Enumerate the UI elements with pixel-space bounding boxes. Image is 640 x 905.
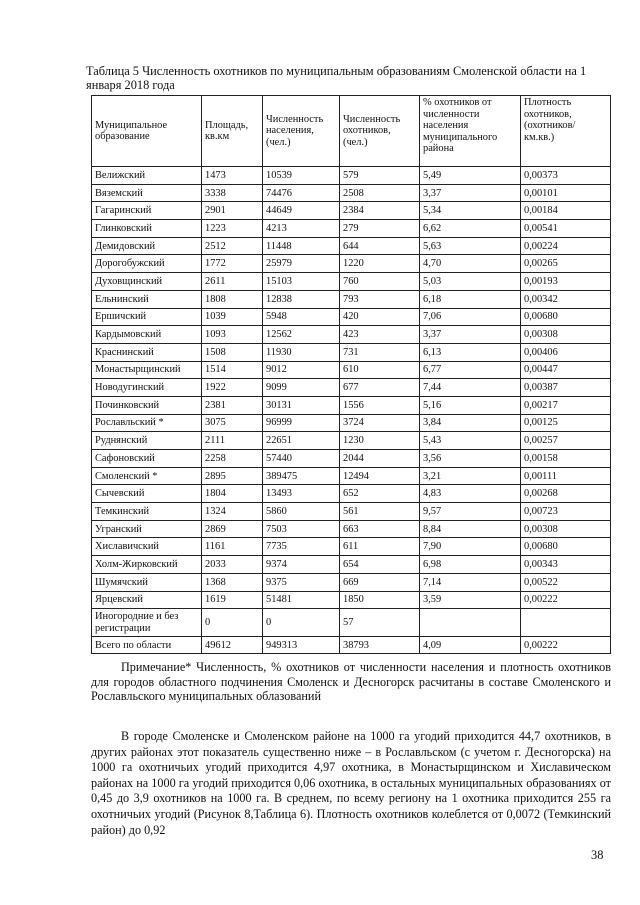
cell-area: 2258 [202, 450, 263, 468]
cell-population: 4213 [263, 220, 340, 238]
cell-population: 0 [263, 609, 340, 637]
table-row [92, 361, 611, 379]
cell-municipality: Духовщинский [92, 273, 202, 291]
table-row [92, 220, 611, 238]
cell-population: 30131 [263, 396, 340, 414]
cell-population: 11930 [263, 343, 340, 361]
page-number: 38 [591, 848, 604, 862]
cell-hunters: 579 [340, 167, 420, 185]
table-row [92, 255, 611, 273]
table-row [92, 432, 611, 450]
cell-population: 389475 [263, 467, 340, 485]
cell-population: 51481 [263, 591, 340, 609]
cell-density: 0,00680 [521, 308, 611, 326]
cell-population: 12562 [263, 326, 340, 344]
cell-hunters: 731 [340, 343, 420, 361]
cell-municipality: Новодугинский [92, 379, 202, 397]
cell-hunters: 279 [340, 220, 420, 238]
table-row [92, 167, 611, 185]
cell-hunters: 2044 [340, 450, 420, 468]
body-paragraph [91, 729, 611, 838]
cell-density: 0,00257 [521, 432, 611, 450]
header-percent: % охотников от численности населения муниципального района [420, 96, 521, 167]
cell-percent: 6,13 [420, 343, 521, 361]
table-row [92, 379, 611, 397]
cell-population: 13493 [263, 485, 340, 503]
cell-area: 1808 [202, 290, 263, 308]
cell-population: 15103 [263, 273, 340, 291]
table-caption: Таблица 5 Численность охотников по муниципальным образованиям Смоленской области на 1 января 2018 года [86, 64, 587, 92]
table-row [92, 414, 611, 432]
cell-hunters: 654 [340, 556, 420, 574]
cell-population: 7503 [263, 520, 340, 538]
cell-population: 57440 [263, 450, 340, 468]
cell-municipality: Кардымовский [92, 326, 202, 344]
cell-percent: 5,63 [420, 237, 521, 255]
cell-hunters: 420 [340, 308, 420, 326]
cell-percent: 8,84 [420, 520, 521, 538]
cell-population: 44649 [263, 202, 340, 220]
cell-area: 1039 [202, 308, 263, 326]
cell-percent: 5,34 [420, 202, 521, 220]
cell-area: 2111 [202, 432, 263, 450]
table-header-row [92, 96, 611, 167]
cell-municipality: Рославльский * [92, 414, 202, 432]
table-note-text: Примечание* Численность, % охотников от численности населения и плотность охотников для городов областного подчинения Смоленск и Десногорск расчитаны в составе Смоленского и Рославльского муниципальных облазований [91, 660, 611, 704]
cell-hunters: 610 [340, 361, 420, 379]
cell-area: 3075 [202, 414, 263, 432]
table-row-other [92, 609, 611, 637]
cell-density: 0,00193 [521, 273, 611, 291]
cell-density: 0,00184 [521, 202, 611, 220]
cell-municipality: Шумячский [92, 573, 202, 591]
cell-population: 9099 [263, 379, 340, 397]
cell-percent: 7,06 [420, 308, 521, 326]
cell-municipality: Краснинский [92, 343, 202, 361]
cell-municipality: Дорогобужский [92, 255, 202, 273]
cell-population: 9012 [263, 361, 340, 379]
cell-municipality: Сафоновский [92, 450, 202, 468]
cell-density: 0,00111 [521, 467, 611, 485]
cell-hunters: 2384 [340, 202, 420, 220]
table-row [92, 450, 611, 468]
cell-municipality: Угранский [92, 520, 202, 538]
cell-area: 1804 [202, 485, 263, 503]
cell-municipality: Хиславичский [92, 538, 202, 556]
cell-percent: 9,57 [420, 503, 521, 521]
table-row [92, 591, 611, 609]
cell-municipality: Холм-Жирковский [92, 556, 202, 574]
cell-area: 2033 [202, 556, 263, 574]
cell-percent [420, 609, 521, 637]
header-hunters: Численность охотников, (чел.) [340, 96, 420, 167]
table-row [92, 237, 611, 255]
cell-municipality: Темкинский [92, 503, 202, 521]
cell-density: 0,00447 [521, 361, 611, 379]
cell-density: 0,00541 [521, 220, 611, 238]
cell-hunters: 2508 [340, 184, 420, 202]
cell-municipality: Ярцевский [92, 591, 202, 609]
cell-hunters: 1850 [340, 591, 420, 609]
cell-population: 25979 [263, 255, 340, 273]
table-note [91, 660, 611, 704]
cell-population: 949313 [263, 637, 340, 654]
cell-percent: 3,56 [420, 450, 521, 468]
cell-municipality: Смоленский * [92, 467, 202, 485]
cell-density: 0,00406 [521, 343, 611, 361]
cell-density: 0,00308 [521, 326, 611, 344]
table-row [92, 396, 611, 414]
cell-percent: 5,43 [420, 432, 521, 450]
cell-percent: 4,83 [420, 485, 521, 503]
cell-municipality: Ершичский [92, 308, 202, 326]
cell-density: 0,00387 [521, 379, 611, 397]
cell-hunters: 38793 [340, 637, 420, 654]
cell-area: 2611 [202, 273, 263, 291]
cell-percent: 7,90 [420, 538, 521, 556]
cell-area: 1324 [202, 503, 263, 521]
cell-area: 1772 [202, 255, 263, 273]
header-area: Площадь, кв.км [202, 96, 263, 167]
cell-hunters: 669 [340, 573, 420, 591]
cell-hunters: 652 [340, 485, 420, 503]
cell-hunters: 57 [340, 609, 420, 637]
cell-percent: 5,49 [420, 167, 521, 185]
table-row [92, 308, 611, 326]
cell-hunters: 1230 [340, 432, 420, 450]
cell-area: 1161 [202, 538, 263, 556]
cell-hunters: 760 [340, 273, 420, 291]
table-row [92, 538, 611, 556]
cell-hunters: 3724 [340, 414, 420, 432]
cell-percent: 3,21 [420, 467, 521, 485]
cell-hunters: 793 [340, 290, 420, 308]
cell-municipality: Вяземский [92, 184, 202, 202]
cell-density: 0,00222 [521, 591, 611, 609]
cell-density: 0,00373 [521, 167, 611, 185]
table-row [92, 343, 611, 361]
cell-area: 2895 [202, 467, 263, 485]
cell-area: 0 [202, 609, 263, 637]
header-density: Плотность охотников, (охотников/ км.кв.) [521, 96, 611, 167]
table-row [92, 184, 611, 202]
cell-percent: 4,70 [420, 255, 521, 273]
cell-density: 0,00522 [521, 573, 611, 591]
cell-density: 0,00158 [521, 450, 611, 468]
hunters-table [91, 95, 611, 654]
cell-density: 0,00343 [521, 556, 611, 574]
cell-municipality: Иногородние и без регистрации [92, 609, 202, 637]
cell-population: 9375 [263, 573, 340, 591]
table-body [92, 167, 611, 654]
cell-density: 0,00222 [521, 637, 611, 654]
header-municipality: Муниципальное образование [92, 96, 202, 167]
cell-percent: 6,77 [420, 361, 521, 379]
table-row-total [92, 637, 611, 654]
cell-percent: 3,84 [420, 414, 521, 432]
cell-population: 9374 [263, 556, 340, 574]
cell-density: 0,00723 [521, 503, 611, 521]
table-row [92, 273, 611, 291]
cell-population: 5860 [263, 503, 340, 521]
cell-percent: 7,44 [420, 379, 521, 397]
cell-municipality: Монастырщинский [92, 361, 202, 379]
cell-percent: 3,37 [420, 184, 521, 202]
cell-area: 49612 [202, 637, 263, 654]
cell-area: 3338 [202, 184, 263, 202]
cell-population: 7735 [263, 538, 340, 556]
cell-density: 0,00217 [521, 396, 611, 414]
cell-area: 1514 [202, 361, 263, 379]
table-row [92, 467, 611, 485]
cell-percent: 5,03 [420, 273, 521, 291]
cell-hunters: 644 [340, 237, 420, 255]
cell-municipality: Демидовский [92, 237, 202, 255]
cell-percent: 6,18 [420, 290, 521, 308]
body-paragraph-text: В городе Смоленске и Смоленском районе на 1000 га угодий приходится 44,7 охотников, в других районах этот показатель существенно ниже – в Рославльском (с учетом г. Десногорска) на 1000 га охотничьих угодий приходится 4,97 охотника, в Монастырщинском и Хиславическом районах на 1000 га угодий приходится 0,06 охотника, в остальных муниципальных образованиях от 0,45 до 3,9 охотников на 1000 га. В среднем, по всему региону на 1 охотника приходится 255 га охотничьих угодий (Рисунок 8,Таблица 6). Плотность охотников колеблется от 0,0072 (Темкинский район) до 0,92 [91, 729, 611, 837]
cell-density: 0,00680 [521, 538, 611, 556]
cell-density: 0,00125 [521, 414, 611, 432]
cell-municipality: Гагаринский [92, 202, 202, 220]
cell-area: 2869 [202, 520, 263, 538]
cell-municipality: Ельнинский [92, 290, 202, 308]
cell-area: 2512 [202, 237, 263, 255]
cell-density: 0,00101 [521, 184, 611, 202]
cell-percent: 5,16 [420, 396, 521, 414]
cell-hunters: 663 [340, 520, 420, 538]
cell-percent: 7,14 [420, 573, 521, 591]
cell-area: 1223 [202, 220, 263, 238]
cell-area: 1093 [202, 326, 263, 344]
cell-hunters: 561 [340, 503, 420, 521]
cell-percent: 3,37 [420, 326, 521, 344]
table-row [92, 326, 611, 344]
table-row [92, 556, 611, 574]
table-row [92, 202, 611, 220]
cell-density [521, 609, 611, 637]
cell-population: 96999 [263, 414, 340, 432]
cell-percent: 4,09 [420, 637, 521, 654]
table-row [92, 573, 611, 591]
cell-hunters: 677 [340, 379, 420, 397]
cell-municipality: Руднянский [92, 432, 202, 450]
cell-hunters: 611 [340, 538, 420, 556]
cell-area: 1619 [202, 591, 263, 609]
cell-percent: 3,59 [420, 591, 521, 609]
header-population: Численность населения, (чел.) [263, 96, 340, 167]
cell-population: 11448 [263, 237, 340, 255]
cell-municipality: Глинковский [92, 220, 202, 238]
cell-hunters: 423 [340, 326, 420, 344]
cell-municipality: Сычевский [92, 485, 202, 503]
cell-population: 12838 [263, 290, 340, 308]
cell-hunters: 12494 [340, 467, 420, 485]
table-row [92, 485, 611, 503]
cell-area: 2381 [202, 396, 263, 414]
table-row [92, 520, 611, 538]
cell-population: 5948 [263, 308, 340, 326]
cell-municipality: Всего по области [92, 637, 202, 654]
cell-municipality: Велижский [92, 167, 202, 185]
cell-percent: 6,98 [420, 556, 521, 574]
cell-density: 0,00224 [521, 237, 611, 255]
cell-area: 1368 [202, 573, 263, 591]
cell-hunters: 1556 [340, 396, 420, 414]
cell-hunters: 1220 [340, 255, 420, 273]
table-row [92, 503, 611, 521]
cell-area: 1473 [202, 167, 263, 185]
cell-population: 10539 [263, 167, 340, 185]
cell-area: 1922 [202, 379, 263, 397]
cell-area: 2901 [202, 202, 263, 220]
cell-density: 0,00268 [521, 485, 611, 503]
cell-population: 74476 [263, 184, 340, 202]
cell-population: 22651 [263, 432, 340, 450]
cell-density: 0,00308 [521, 520, 611, 538]
cell-percent: 6,62 [420, 220, 521, 238]
cell-density: 0,00265 [521, 255, 611, 273]
cell-density: 0,00342 [521, 290, 611, 308]
cell-area: 1508 [202, 343, 263, 361]
table-row [92, 290, 611, 308]
cell-municipality: Починковский [92, 396, 202, 414]
